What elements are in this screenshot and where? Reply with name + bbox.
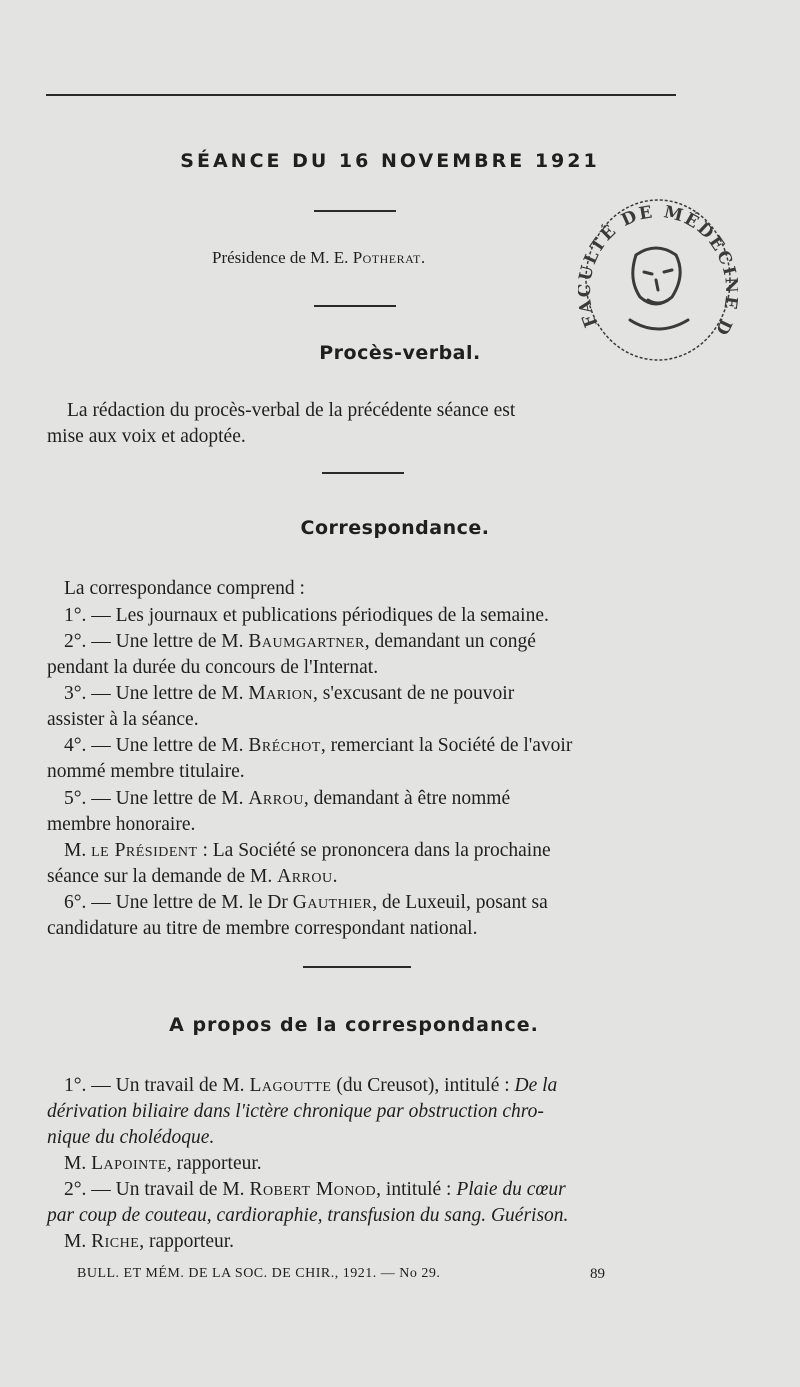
work-title: nique du cholédoque. (47, 1127, 215, 1148)
president-name: Potherat (352, 248, 421, 267)
divider (314, 305, 396, 307)
proces-verbal-heading: Procès-verbal. (319, 342, 481, 364)
divider (303, 966, 411, 968)
paragraph-line: candidature au titre de membre correspondant national. (47, 918, 478, 939)
person-name: Riche (91, 1231, 140, 1252)
person-name: Bréchot (248, 735, 321, 756)
paragraph-line: 5°. — Une lettre de M. Arrou, demandant à être nommé (64, 788, 511, 809)
paragraph-line: assister à la séance. (47, 709, 199, 730)
person-name: Arrou (248, 788, 304, 809)
svg-text:FACULTÉ DE MÉDECINE DE PARIS (578, 180, 738, 340)
paragraph-line: membre honoraire. (47, 814, 196, 835)
paragraph-line: 3°. — Une lettre de M. Marion, s'excusant de ne pouvoir (64, 683, 515, 704)
paragraph-line (47, 1125, 679, 1151)
paragraph-line: mise aux voix et adoptée. (47, 426, 246, 447)
paragraph-line (47, 1099, 679, 1125)
paragraph-line: séance sur la demande de M. Arrou. (47, 866, 338, 887)
top-rule (46, 94, 676, 96)
paragraph-line: 1°. — Un travail de M. Lagoutte (du Creusot), intitulé : De la (64, 1075, 558, 1096)
work-title: par coup de couteau, cardioraphie, transfusion du sang. Guérison. (47, 1205, 569, 1226)
divider (314, 210, 396, 212)
session-title: SÉANCE DU 16 NOVEMBRE 1921 (180, 150, 600, 172)
apropos-heading: A propos de la correspondance. (169, 1014, 539, 1036)
person-name: Baumgartner (248, 631, 365, 652)
paragraph-line: 6°. — Une lettre de M. le Dr Gauthier, de Luxeuil, posant sa (64, 892, 548, 913)
paragraph-line: 4°. — Une lettre de M. Bréchot, remerciant la Société de l'avoir (64, 735, 573, 756)
paragraph-line: La correspondance comprend : (64, 578, 305, 599)
person-name: Marion (248, 683, 314, 704)
paragraph-line (47, 1203, 679, 1229)
divider (322, 472, 404, 474)
person-name: Gauthier (292, 892, 373, 913)
person-name: le Président (91, 840, 198, 861)
paragraph-line: 1°. — Les journaux et publications périodiques de la semaine. (64, 605, 549, 626)
paragraph-line: La rédaction du procès-verbal de la précédente séance est (67, 400, 516, 421)
person-name: Lagoutte (249, 1075, 332, 1096)
paragraph-line: M. le Président : La Société se prononcera dans la prochaine (64, 840, 551, 861)
paragraph-line: 2°. — Une lettre de M. Baumgartner, demandant un congé (64, 631, 536, 652)
work-title: dérivation biliaire dans l'ictère chronique par obstruction chro- (47, 1101, 544, 1122)
paragraph-line: pendant la durée du concours de l'Internat. (47, 657, 379, 678)
person-name: Robert Monod (249, 1179, 377, 1200)
person-name: Arrou (277, 866, 333, 887)
work-title: Plaie du cœur (456, 1179, 566, 1200)
paragraph-line: nommé membre titulaire. (47, 761, 245, 782)
paragraph-line: M. Lapointe, rapporteur. (64, 1153, 262, 1174)
library-stamp (578, 180, 738, 365)
correspondance-heading: Correspondance. (300, 517, 490, 539)
presidency-line: Présidence de M. E. Potherat. (212, 248, 426, 267)
paragraph-line: 2°. — Un travail de M. Robert Monod, intitulé : Plaie du cœur (64, 1179, 566, 1200)
paragraph-line: M. Riche, rapporteur. (64, 1231, 235, 1252)
person-name: Lapointe (91, 1153, 167, 1174)
stamp-text: F LTÉ DE MÉDECI D (578, 202, 738, 340)
footer-citation: BULL. ET MÉM. DE LA SOC. DE CHIR., 1921. — No 29. (77, 1266, 441, 1281)
work-title: De la (514, 1075, 558, 1096)
page-number: 89 (590, 1266, 605, 1282)
